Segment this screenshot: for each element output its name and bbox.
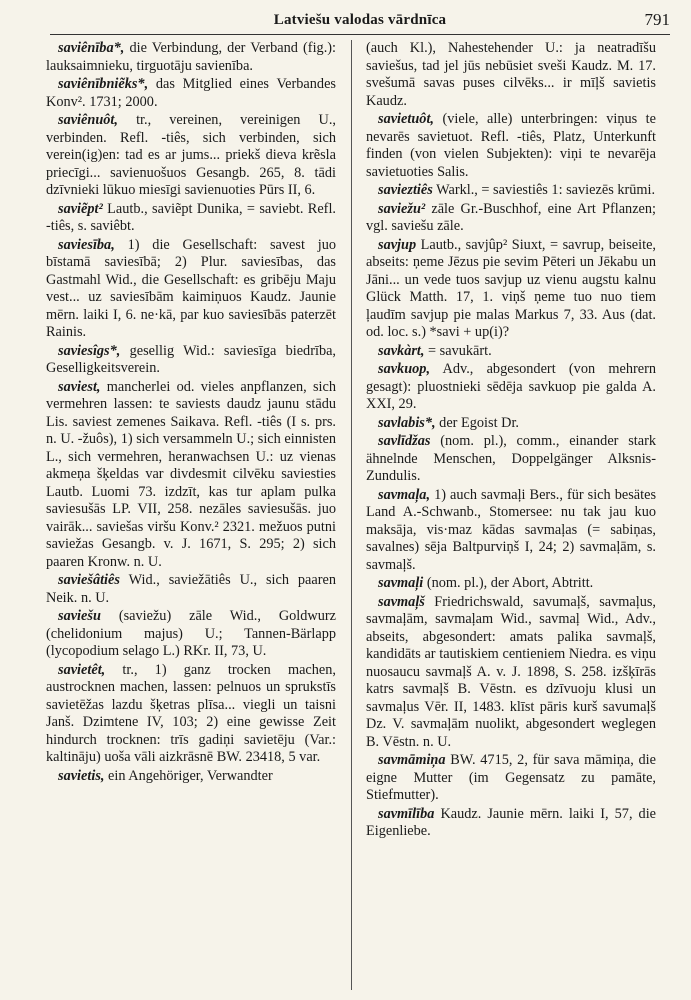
headword: savmāmiņa xyxy=(378,752,446,768)
headword: saviešu xyxy=(58,608,101,624)
headword: saviesība, xyxy=(58,236,115,253)
headword: savmīlība xyxy=(378,805,435,822)
entry-text: Lautb., savjûp² Siuxt, = savrup, beiseite, abseits: ņeme Jēzus pie sevim Pēteri un Jēkabu un Jāni... un vede tuos savjup uz vienu augstu kalnu Glück Matth. 17, 1. viņš ņeme tuo nuo tiem ļaudīm savjup pie malas Markus 7, 33. Aus (dat. od. loc. s.) *savi + up(i)? xyxy=(366,236,656,340)
dictionary-entry xyxy=(366,752,656,805)
dictionary-entry xyxy=(366,361,656,414)
entry-text: gesellig Wid.: saviesīga biedrība, Geselligkeitsverein. xyxy=(46,342,337,376)
entry-text: Kaudz. Jaunie mērn. laiki I, 57, die Eigenliebe. xyxy=(366,805,657,839)
entry-text: 1) die Gesellschaft: savest juo bīstamā saviesībā; 2) Plur. saviesības, das Gastmahl Wid., die Gesellschaft: es gribēju Maju vest... uz saviesībām kaimiņuos Kaudz. Jaunie mērn. laiki I, 6. ne·kā, par kuo saviesībās paterzēt Rainis. xyxy=(46,236,336,340)
headword: savjup xyxy=(378,236,417,253)
entry-text: (viele, alle) unterbringen: viņus te nevarēs savietuot. Refl. -tiês, Platz, Unterkunft finden (von vielen Subjekten): viņi te nevarēja savietuoties Salis. xyxy=(366,111,656,180)
headword: savmaļi xyxy=(378,575,424,591)
headword: saviesîgs*, xyxy=(58,342,121,359)
entry-text: = savukārt. xyxy=(428,342,492,359)
headword: savkàrt, xyxy=(378,342,425,359)
headword: savietis, xyxy=(58,767,105,784)
column-divider xyxy=(351,40,352,990)
dictionary-entry xyxy=(366,415,656,433)
entry-text: 1) auch savmaļi Bers., für sich besätes Land A.-Schwanb., Stomersee: nu tak jau kuo maksāja, vis·maz kādas savmaļas (= sabiņas, savalnes) sēja Baltpurviņš I, 24; 2) savmaļām, s. savmaļš. xyxy=(366,486,657,573)
headword: saviênuôt, xyxy=(58,112,118,128)
entry-text: die Verbindung, der Verband (fig.): lauksaimnieku, tirguotāju savienība. xyxy=(46,40,337,74)
entry-text: der Egoist Dr. xyxy=(439,414,519,431)
headword: saviênībniẽks*, xyxy=(58,76,149,92)
page-number: 791 xyxy=(644,10,670,29)
dictionary-entry-continued xyxy=(366,40,656,110)
dictionary-entry xyxy=(46,237,336,342)
entry-text: (saviežu) zāle Wid., Goldwurz (chelidonium majus) U.; Tannen-Bärlapp (lycopodium selago L.) RKr. II, 73, U. xyxy=(46,608,337,659)
page-header xyxy=(50,6,670,35)
headword: savmaļa, xyxy=(378,486,431,503)
dictionary-entry xyxy=(366,575,656,593)
headword: saviest, xyxy=(58,378,101,395)
headword: saviênība*, xyxy=(58,40,125,56)
headword: savlīdžas xyxy=(378,433,431,449)
headword: savieztiês xyxy=(378,182,433,198)
dictionary-entry xyxy=(46,201,336,236)
entry-text: Wid., saviežātiês U., sich paaren Neik. n. U. xyxy=(46,572,336,606)
dictionary-entry xyxy=(46,379,336,572)
entry-text: das Mitglied eines Verbandes Konv². 1731; 2000. xyxy=(46,76,336,110)
dictionary-entry xyxy=(366,182,656,200)
dictionary-entry xyxy=(46,40,336,75)
entry-text: tr., vereinen, vereinigen U., verbinden. Refl. -tiês, sich verbinden, sich verein(ig)en: tad es ar jums... priekš dieva krẽslа priecīgi... savienuošuos Gesangb. 265, 8. tādi dzīvnieki lūkuo miesīgi savienuoties Pūrs II, 6. xyxy=(46,112,336,198)
dictionary-entry xyxy=(366,433,656,486)
dictionary-entry xyxy=(366,487,656,575)
dictionary-entry xyxy=(366,111,656,181)
entry-text: (nom. pl.), der Abort, Abtritt. xyxy=(426,575,594,591)
dictionary-entry xyxy=(46,112,336,200)
dictionary-entry xyxy=(46,572,336,607)
dictionary-title: Latviešu valodas vārdnīca xyxy=(273,12,447,28)
entry-text: tr., 1) ganz trocken machen, austrocknen machen, lassen: pelnuos un sprukstīs savietēžas lazdu šķetras plīsa... viegli un taisni Janš. Dzimtene IV, 103; 2) eine gewisse Zeit hindurch trocknen: trīs gadiņi savietēju (Var.: kaltināju) uoša vāli aizkrāsnē BW. 23418, 5 var. xyxy=(46,661,336,765)
headword: savietuôt, xyxy=(378,111,434,127)
entry-text: Lautb., saviẽpt Dunika, = saviebt. Refl. -tiês, s. saviêbt. xyxy=(46,200,336,234)
dictionary-entry xyxy=(46,608,336,661)
dictionary-entry xyxy=(366,237,656,342)
entry-text: Friedrichswald, savumaļš, savmaļus, savmaļām, savmaļam Wid., savmaļ Wid., Adv., abseits, abgesondert: amats palika savmaļš, kandidāts ar tautiskiem centieniem Niedra. es viņu nuosaucu savmaļš A. v. J. 1898, S. 258. izšķīrās katrs savmaļš B. Vēstn. es dzīvuoju klusi un savmaļus Vēr. II, 1483. klīst pāris kurš savumaļš Dz. V. savmaļām nuolikt, abgesondert weglegen B. Vēstn. n. U. xyxy=(366,593,656,750)
headword: saviežu² xyxy=(378,200,426,217)
right-column xyxy=(366,40,656,842)
dictionary-entry xyxy=(366,806,656,841)
entry-text: ein Angehöriger, Verwandter xyxy=(108,767,273,784)
dictionary-entry xyxy=(366,594,656,752)
entry-text: zāle Gr.-Buschhof, eine Art Pflanzen; vgl. saviešu zāle. xyxy=(366,200,657,234)
left-column xyxy=(46,40,336,786)
headword: saviẽpt² xyxy=(58,200,103,217)
entry-text: Adv., abgesondert (von mehrern gesagt): pluostnieki sēdēja savkuop pie galda A. XXI, 29. xyxy=(366,361,656,412)
dictionary-entry xyxy=(46,76,336,111)
headword: savlabis*, xyxy=(378,414,436,431)
headword: savietêt, xyxy=(58,661,106,678)
dictionary-entry xyxy=(46,662,336,767)
headword: saviešâtiês xyxy=(58,572,120,588)
dictionary-entry xyxy=(366,201,656,236)
headword: savmaļš xyxy=(378,593,425,610)
entry-text: BW. 4715, 2, für sava māmiņa, die eigne Mutter (im Gegensatz zu pamāte, Stiefmutter). xyxy=(366,752,656,803)
dictionary-entry xyxy=(46,768,336,786)
entry-text: Warkl., = saviestiês 1: saviezēs krūmi. xyxy=(436,182,656,198)
entry-text: (nom. pl.), comm., einander stark ähnelnde Menschen, Doppelgänger Alksnis-Zundulis. xyxy=(366,433,656,484)
dictionary-entry xyxy=(366,343,656,361)
entry-text: (auch Kl.), Nahestehender U.: ja neatradīšu saviešus, tad jel jūs nebūsiet sveši Kaudz. M. 17. svešumā savas puses cilvēks... ir mīļš savietis Kaudz. xyxy=(366,40,656,109)
headword: savkuop, xyxy=(378,361,431,377)
dictionary-entry xyxy=(46,343,336,378)
entry-text: mancherlei od. vieles anpflanzen, sich vermehren lassen: te saviests daudz jaunu stādu Lis. saviest zemenes Saikava. Refl. -tiês (I s. prs. n. U. -žuôs), 1) sich versammeln U.; sich einnisten L., sich vermehren, heranwachsen U.: uz vienas akmeņa šķeldas var divdesmit cilvēku saviesties Lautb. Luomi 73. izdzīt, kas tur aplam pulka saviesušās LP. VII, 258. nezāles saviesušās. juo vairāk... saviešas viršu Konv.² 2321. mežuos putni saviežas Gesangb. v. J. 1671, S. 295; 2) sich paaren Kronw. n. U. xyxy=(46,378,336,570)
